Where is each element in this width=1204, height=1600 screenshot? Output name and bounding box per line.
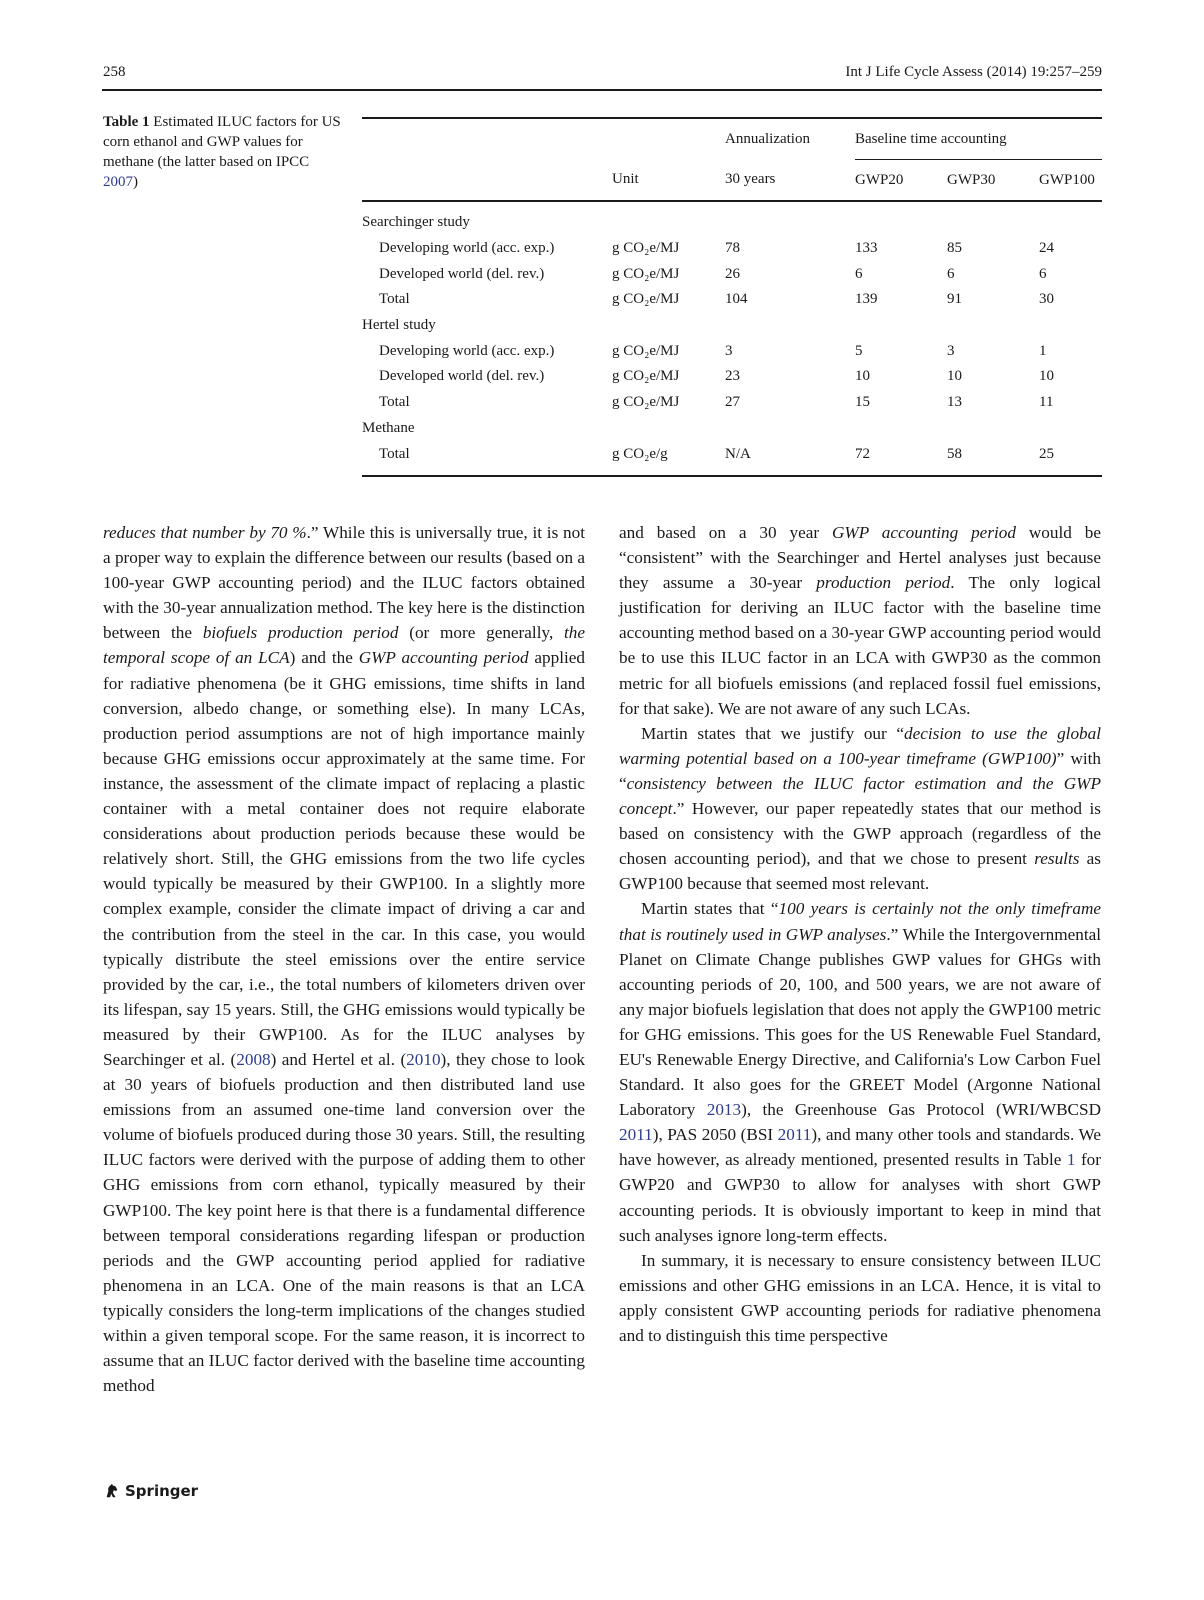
row-label: Developed world (del. rev.)	[379, 368, 545, 385]
row-gwp20: 133	[855, 240, 878, 257]
paragraph	[619, 721, 1101, 897]
row-gwp30: 13	[947, 394, 962, 411]
section-title: Methane	[362, 419, 415, 436]
table-row	[362, 441, 1102, 476]
table-header-row-2	[362, 160, 1102, 202]
italic-text: consistency between the ILUC factor estimation and the GWP concept	[619, 773, 1101, 819]
header-rule	[102, 89, 1102, 91]
citation-link[interactable]: 2011	[619, 1125, 653, 1145]
row-unit: g CO₂e/MJ	[612, 368, 680, 385]
row-gwp100: 11	[1039, 394, 1054, 411]
table-caption	[103, 112, 343, 192]
row-unit: g CO₂e/MJ	[612, 342, 680, 359]
text: ) and the	[289, 648, 359, 668]
citation-link[interactable]: 2008	[236, 1049, 271, 1069]
row-gwp30: 10	[947, 368, 962, 385]
italic-text: the temporal scope of an LCA	[103, 623, 586, 668]
row-gwp20: 72	[855, 441, 947, 476]
section-title: Searchinger study	[362, 214, 470, 231]
row-gwp30: 91	[947, 291, 962, 308]
body-column-right	[619, 520, 1101, 1348]
text: . The only logical justification for deriving an ILUC factor with the baseline time accounting method based on a 30-year GWP accounting period would be to use this ILUC factor in an LCA with GWP30 as the common metric for all biofuels emissions (and replaced fossil fuel emissions, for that sake). We are not aware of any such LCAs.	[619, 573, 1101, 718]
journal-reference: Int J Life Cycle Assess (2014) 19:257–259	[845, 64, 1102, 80]
section-row-searchinger	[362, 210, 1102, 236]
row-gwp20: 139	[855, 291, 878, 308]
row-ann30: 78	[725, 240, 740, 257]
text: and based on a 30 year	[619, 523, 832, 542]
text: .” While the Intergovernmental Planet on Climate Change publishes GWP values for GHGs with accounting periods of 20, 100, and 500 years, we are not aware of any major biofuels legislation that does not apply the GWP100 metric for GHG emissions. This goes for the US Renewable Fuel Standard, EU's Renewable Energy Directive, and California's Low Carbon Fuel Standard. It also goes for the GREET Model (Argonne National Laboratory	[619, 924, 1101, 1120]
page-number: 258	[103, 64, 126, 80]
caption-label: Table 1	[103, 114, 150, 130]
row-gwp30: 85	[947, 240, 962, 257]
spacer	[362, 201, 1102, 210]
row-gwp30: 3	[947, 342, 955, 359]
paragraph	[619, 896, 1101, 1247]
row-ann30: 26	[725, 265, 740, 282]
text: ), PAS 2050 (BSI	[652, 1125, 778, 1145]
table-container	[362, 117, 1102, 477]
text: .” While this is universally true, it is not a proper way to explain the difference between our results (based on a 100-year GWP accounting period) and the ILUC factors obtained with the 30-year annualization method. The key here is the distinction between the	[103, 523, 585, 643]
row-gwp100: 1	[1039, 342, 1047, 359]
section-title: Hertel study	[362, 317, 436, 334]
row-unit: g CO₂e/MJ	[612, 240, 680, 257]
row-gwp100: 30	[1039, 291, 1054, 308]
text: applied for radiative phenomena (be it GHG emissions, time shifts in land conversion, albedo change, or something else). In many LCAs, production period assumptions are not of high importance mainly because GHG emissions occur approximately at the same time. For instance, the assessment of the climate impact of replacing a plastic container with a metal container does not require elaborate considerations about production periods because these would be relatively short. Still, the GHG emissions from the two life cycles would typically be measured by their GWP100. In a slightly more complex example, consider the climate impact of driving a car and the contribution from the steel in the car. In this case, you would typically distribute the steel emissions over the entire service provided by the car, i.e., the total numbers of kilometers driven over its lifespan, say 15 years. Still, the GHG emissions would typically be measured by their GWP100. As for the ILUC analyses by Searchinger et al. (	[103, 648, 585, 1069]
row-unit: g CO₂e/g	[612, 441, 725, 476]
row-gwp100: 6	[1039, 265, 1047, 282]
row-ann30: 3	[725, 342, 733, 359]
text: In summary, it is necessary to ensure consistency between ILUC emissions and other GHG emissions in an LCA. Hence, it is vital to apply consistent GWP accounting periods for radiative phenomena and to distinguish this time perspective	[619, 1250, 1101, 1345]
row-label: Developing world (acc. exp.)	[379, 240, 555, 257]
header-blank	[362, 118, 612, 160]
header-blank	[362, 160, 612, 202]
section-row-methane	[362, 416, 1102, 442]
text: .” However, our paper repeatedly states that our method is based on consistency with the GWP approach (regardless of the chosen accounting period), and that we chose to present	[619, 799, 1101, 869]
row-gwp100: 24	[1039, 240, 1054, 257]
italic-text: production period	[816, 573, 951, 593]
text: would be “consistent” with the Searchinger and Hertel analyses just because they assume a 30-year	[619, 523, 1101, 593]
table-row	[362, 261, 1102, 287]
row-label: Total	[379, 394, 410, 411]
italic-text: GWP accounting period	[358, 648, 529, 668]
text: (or more generally,	[398, 623, 565, 643]
citation-link[interactable]: 2010	[406, 1049, 441, 1069]
row-unit: g CO₂e/MJ	[612, 291, 680, 308]
table-row	[362, 236, 1102, 262]
caption-citation-link[interactable]: 2007	[103, 174, 133, 190]
publisher-logo	[103, 1482, 198, 1500]
row-label: Developing world (acc. exp.)	[379, 342, 555, 359]
table-row	[362, 390, 1102, 416]
row-unit: g CO₂e/MJ	[612, 394, 680, 411]
row-unit: g CO₂e/MJ	[612, 265, 680, 282]
row-label: Developed world (del. rev.)	[379, 265, 545, 282]
italic-text: GWP accounting period	[831, 523, 1016, 542]
text: for GWP20 and GWP30 to allow for analyses with short GWP accounting periods. It is obviously important to keep in mind that such analyses ignore long-term effects.	[619, 1150, 1101, 1245]
section-row-hertel	[362, 313, 1102, 339]
row-gwp20: 10	[855, 368, 870, 385]
row-label: Total	[362, 441, 612, 476]
table-row	[362, 287, 1102, 313]
table-reference-link[interactable]: 1	[1066, 1150, 1076, 1170]
row-gwp30: 58	[947, 441, 1039, 476]
italic-text: biofuels production period	[202, 623, 399, 643]
paragraph	[619, 1248, 1101, 1348]
text: as GWP100 because that seemed most relevant.	[619, 849, 1101, 894]
row-gwp20: 15	[855, 394, 870, 411]
citation-link[interactable]: 2013	[706, 1100, 742, 1120]
header-30-years: 30 years	[725, 160, 855, 202]
header-annualization: Annualization	[725, 118, 855, 160]
row-ann30: 23	[725, 368, 740, 385]
publisher-name: Springer	[125, 1482, 199, 1500]
text: ), they chose to look at 30 years of biofuels production and then distributed land use emissions from an assumed one-time land conversion over the volume of biofuels produced during those 30 years. Still, the resulting ILUC factors were derived with the purpose of adding them to other GHG emissions from corn ethanol, typically measured by their GWP100. The key point here is that there is a fundamental difference between temporal considerations regarding lifespan or production periods and the GWP accounting period applied for radiative phenomena in an LCA. One of the main reasons is that an LCA typically considers the long-term implications of the changes studied within a given temporal scope. For the same reason, it is incorrect to assume that an ILUC factor derived with the baseline time accounting method	[103, 1049, 586, 1396]
italic-text: results	[1034, 849, 1080, 869]
paragraph	[619, 520, 1101, 721]
caption-text: Estimated ILUC factors for US corn ethanol and GWP values for methane (the latter based on IPCC	[103, 114, 341, 170]
row-gwp100: 10	[1039, 368, 1054, 385]
body-column-left	[103, 520, 585, 1398]
text: ), and many other tools and standards. We have however, as already mentioned, presented results in Table	[619, 1125, 1101, 1170]
header-gwp20: GWP20	[855, 160, 947, 202]
header-blank	[612, 118, 725, 160]
row-ann30: 104	[725, 291, 748, 308]
row-gwp20: 5	[855, 342, 863, 359]
italic-text: 100 years is certainly not the only timeframe that is routinely used in GWP analyses	[619, 899, 1101, 944]
header-gwp100: GWP100	[1039, 160, 1102, 202]
header-gwp30: GWP30	[947, 160, 1039, 202]
springer-horse-icon	[103, 1482, 121, 1500]
header-unit: Unit	[612, 160, 725, 202]
row-ann30: 27	[725, 394, 740, 411]
text: ) and Hertel et al. (	[270, 1049, 407, 1069]
table-header-row-1	[362, 118, 1102, 160]
row-gwp20: 6	[855, 265, 863, 282]
iluc-table	[362, 117, 1102, 477]
italic-text: reduces that number by 70 %	[103, 523, 307, 542]
text: ), the Greenhouse Gas Protocol (WRI/WBCSD	[741, 1100, 1101, 1120]
text: ” with “	[619, 748, 1101, 793]
row-gwp30: 6	[947, 265, 955, 282]
header-baseline-time-accounting: Baseline time accounting	[855, 118, 1102, 160]
paragraph	[103, 520, 585, 1398]
text: Martin states that we justify our “	[641, 723, 905, 743]
row-gwp100: 25	[1039, 441, 1102, 476]
italic-text: decision to use the global warming potential based on a 100-year timeframe (GWP100)	[619, 723, 1102, 768]
table-row	[362, 338, 1102, 364]
row-ann30: N/A	[725, 441, 855, 476]
row-label: Total	[379, 291, 410, 308]
table-row	[362, 364, 1102, 390]
text: Martin states that “	[641, 899, 779, 919]
citation-link[interactable]: 2011	[777, 1125, 812, 1145]
caption-end: )	[133, 174, 138, 190]
